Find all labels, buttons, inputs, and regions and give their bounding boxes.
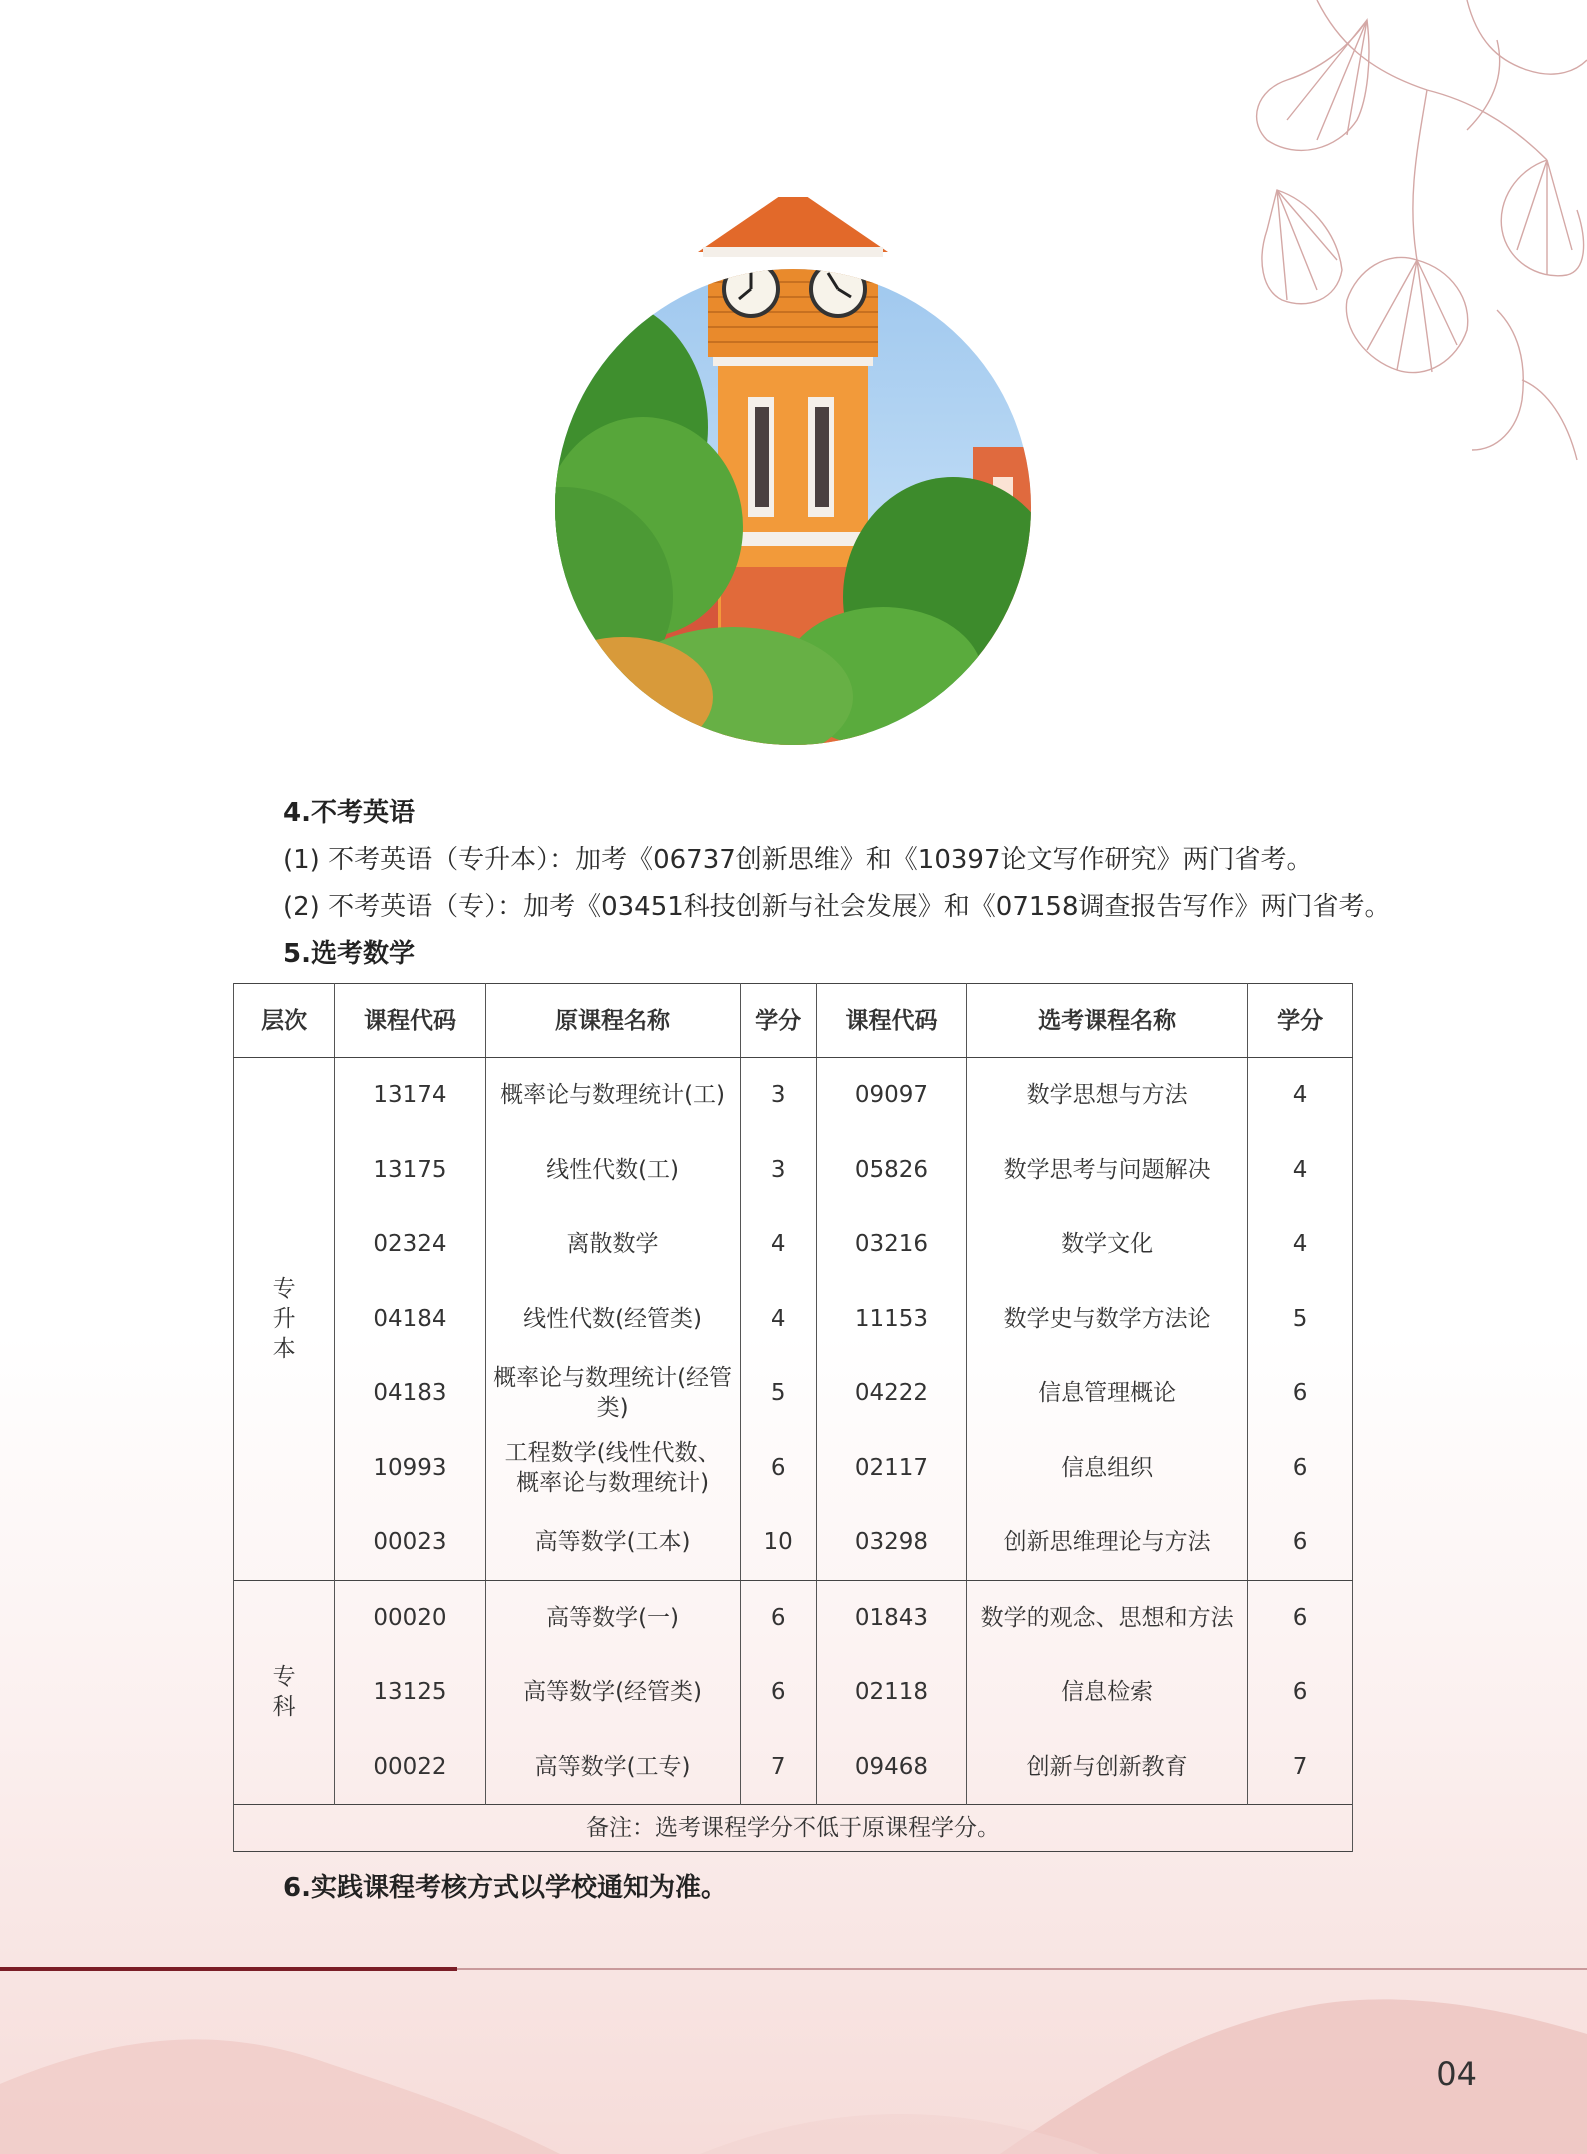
- header-orig-name: 原课程名称: [485, 984, 740, 1058]
- table-row: [234, 1730, 1353, 1805]
- cell-credit: 6: [740, 1580, 816, 1655]
- cell-sel-code: 02117: [816, 1431, 966, 1506]
- cell-sel-credit: 6: [1248, 1356, 1353, 1431]
- cell-credit: 4: [740, 1207, 816, 1282]
- cell-code: 13175: [335, 1133, 485, 1208]
- cell-code: 10993: [335, 1431, 485, 1506]
- header-sel-code: 课程代码: [816, 984, 966, 1058]
- section-4-item-1: (1) 不考英语（专升本）：加考《06737创新思维》和《10397论文写作研究》两门省考。: [283, 845, 1313, 875]
- cell-sel-name: 信息检索: [967, 1655, 1248, 1730]
- cell-name-line2: 概率论与数理统计): [516, 1469, 710, 1496]
- cell-name: 概率论与数理统计(工): [485, 1058, 740, 1133]
- group-text: 专科: [272, 1664, 296, 1721]
- cell-code: 00022: [335, 1730, 485, 1805]
- group-label-zsb: [234, 1058, 335, 1581]
- cell-sel-code: 09097: [816, 1058, 966, 1133]
- cell-credit: 6: [740, 1431, 816, 1506]
- cell-credit: 10: [740, 1505, 816, 1580]
- cell-code: 04183: [335, 1356, 485, 1431]
- cell-sel-code: 03298: [816, 1505, 966, 1580]
- cell-code: 02324: [335, 1207, 485, 1282]
- cell-sel-code: 03216: [816, 1207, 966, 1282]
- cell-sel-credit: 6: [1248, 1431, 1353, 1506]
- cell-sel-code: 04222: [816, 1356, 966, 1431]
- table-note: 备注：选考课程学分不低于原课程学分。: [234, 1805, 1353, 1852]
- header-code: 课程代码: [335, 984, 485, 1058]
- cell-sel-credit: 7: [1248, 1730, 1353, 1805]
- cell-sel-name: 创新思维理论与方法: [967, 1505, 1248, 1580]
- cell-sel-name: 数学史与数学方法论: [967, 1282, 1248, 1357]
- cell-sel-credit: 4: [1248, 1133, 1353, 1208]
- cell-name-line1: 工程数学(线性代数、: [504, 1439, 721, 1466]
- table-row: [234, 1431, 1353, 1506]
- cell-credit: 3: [740, 1058, 816, 1133]
- cell-name: 离散数学: [485, 1207, 740, 1282]
- clock-tower-photo: [503, 197, 1083, 745]
- cell-name: [485, 1431, 740, 1506]
- cell-sel-code: 01843: [816, 1580, 966, 1655]
- cell-credit: 6: [740, 1655, 816, 1730]
- cell-name: 概率论与数理统计(经管类): [485, 1356, 740, 1431]
- cell-sel-credit: 6: [1248, 1580, 1353, 1655]
- cell-name: 高等数学(一): [485, 1580, 740, 1655]
- cell-name: 高等数学(经管类): [485, 1655, 740, 1730]
- ginkgo-decoration: [1167, 0, 1587, 500]
- table-row: [234, 1580, 1353, 1655]
- cell-sel-name: 数学文化: [967, 1207, 1248, 1282]
- cell-code: 00020: [335, 1580, 485, 1655]
- cell-sel-code: 11153: [816, 1282, 966, 1357]
- table-row: [234, 1655, 1353, 1730]
- group-text: 专升本: [272, 1275, 296, 1362]
- cell-sel-name: 创新与创新教育: [967, 1730, 1248, 1805]
- cell-sel-code: 05826: [816, 1133, 966, 1208]
- cell-sel-name: 信息管理概论: [967, 1356, 1248, 1431]
- cell-sel-credit: 4: [1248, 1207, 1353, 1282]
- table-note-row: [234, 1805, 1353, 1852]
- section-4-title: 4.不考英语: [283, 798, 415, 828]
- course-table: [233, 983, 1353, 1852]
- cell-credit: 5: [740, 1356, 816, 1431]
- table-row: [234, 1505, 1353, 1580]
- table-header-row: [234, 984, 1353, 1058]
- table-row: [234, 1133, 1353, 1208]
- cell-sel-credit: 6: [1248, 1655, 1353, 1730]
- cell-sel-name: 信息组织: [967, 1431, 1248, 1506]
- table-row: [234, 1207, 1353, 1282]
- table-row: [234, 1282, 1353, 1357]
- cell-sel-name: 数学思想与方法: [967, 1058, 1248, 1133]
- table-row: [234, 1058, 1353, 1133]
- header-sel-name: 选考课程名称: [967, 984, 1248, 1058]
- section-6-title: 6.实践课程考核方式以学校通知为准。: [283, 1873, 727, 1903]
- cell-credit: 3: [740, 1133, 816, 1208]
- section-4-item-2: (2) 不考英语（专）：加考《03451科技创新与社会发展》和《07158调查报告写作》两门省考。: [283, 892, 1391, 922]
- cell-credit: 4: [740, 1282, 816, 1357]
- table-row: [234, 1356, 1353, 1431]
- header-sel-credit: 学分: [1248, 984, 1353, 1058]
- cell-sel-code: 09468: [816, 1730, 966, 1805]
- cell-name: 线性代数(经管类): [485, 1282, 740, 1357]
- cell-sel-credit: 4: [1248, 1058, 1353, 1133]
- cell-code: 00023: [335, 1505, 485, 1580]
- cell-sel-name: 数学的观念、思想和方法: [967, 1580, 1248, 1655]
- cell-sel-name: 数学思考与问题解决: [967, 1133, 1248, 1208]
- cell-sel-credit: 6: [1248, 1505, 1353, 1580]
- cell-code: 13125: [335, 1655, 485, 1730]
- header-credit: 学分: [740, 984, 816, 1058]
- cell-code: 04184: [335, 1282, 485, 1357]
- page-number: 04: [1436, 2055, 1477, 2093]
- mountain-background: [0, 1964, 1587, 2154]
- cell-code: 13174: [335, 1058, 485, 1133]
- cell-name: 高等数学(工专): [485, 1730, 740, 1805]
- cell-sel-credit: 5: [1248, 1282, 1353, 1357]
- cell-credit: 7: [740, 1730, 816, 1805]
- group-label-zk: [234, 1580, 335, 1805]
- section-5-title: 5.选考数学: [283, 939, 415, 969]
- cell-name: 线性代数(工): [485, 1133, 740, 1208]
- cell-name: 高等数学(工本): [485, 1505, 740, 1580]
- header-level: 层次: [234, 984, 335, 1058]
- cell-sel-code: 02118: [816, 1655, 966, 1730]
